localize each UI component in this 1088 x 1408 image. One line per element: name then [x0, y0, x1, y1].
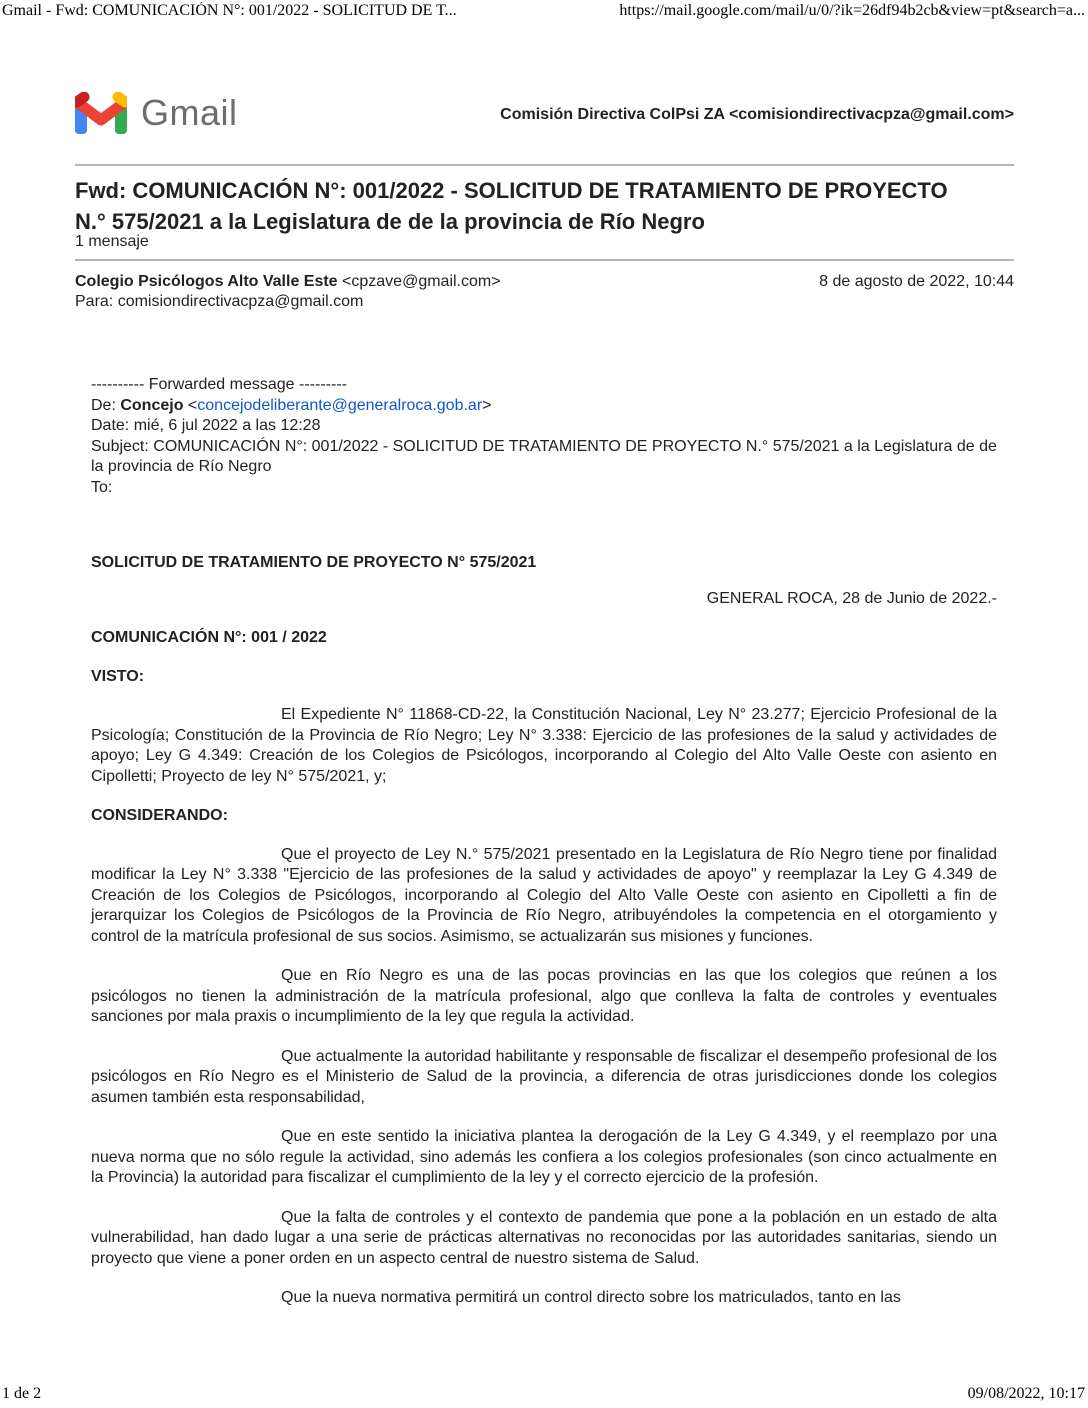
print-header-url: https://mail.google.com/mail/u/0/?ik=26df94b2cb&view=pt&search=a... [619, 2, 1085, 19]
print-timestamp: 09/08/2022, 10:17 [967, 1385, 1085, 1402]
sender-name: Colegio Psicólogos Alto Valle Este [75, 273, 338, 290]
forward-separator: ---------- Forwarded message --------- [91, 376, 347, 393]
page-number: 1 de 2 [2, 1385, 42, 1402]
message-count: 1 mensaje [75, 233, 149, 250]
forward-from-email-link[interactable]: concejodeliberante@generalroca.gob.ar [197, 396, 483, 414]
message-body [91, 375, 997, 1328]
paragraph-text: Que en este sentido la iniciativa plantea la derogación de la Ley G 4.349, y el reemplazo por una nueva norma que no sólo regule la actividad, sino además les confiera a los colegios profesionales (son cinco actualmente en la Provincia) la autoridad para fiscalizar el cumplimiento de la ley y el correcto ejercicio de la profesión. [91, 1128, 997, 1186]
divider [75, 164, 1014, 166]
paragraph-text: Que el proyecto de Ley N.° 575/2021 presentado en la Legislatura de Río Negro tiene por finalidad modificar la Ley N° 3.338 "Ejercicio de las profesiones de la salud y actividades de apoyo" y reemplazar la Ley G 4.349 de Creación de los Colegios de Psicólogos, incorporando al Colegio del Alto Valle Oeste con asiento en Cipolletti a fin de jerarquizar los Colegios de Psicólogos de la Provincia de Río Negro, atribuyéndoles la competencia en el otorgamiento y control de la matrícula profesional de sus socios. Asimismo, se actualizarán sus misiones y funciones. [91, 845, 997, 945]
forward-to: To: [91, 478, 113, 496]
forward-from-name: Concejo [120, 396, 184, 414]
visto-heading: VISTO: [91, 667, 145, 685]
message-header [75, 272, 1014, 312]
forward-from-gt: > [482, 396, 492, 414]
print-footer [0, 1385, 1088, 1403]
gmail-wordmark: Gmail [141, 92, 238, 133]
considerando-heading: CONSIDERANDO: [91, 807, 228, 824]
document-title: SOLICITUD DE TRATAMIENTO DE PROYECTO N° 575/2021 [91, 554, 537, 571]
paragraph-text: Que actualmente la autoridad habilitante y responsable de fiscalizar el desempeño profesional de los psicólogos en Río Negro es el Ministerio de Salud de la provincia, a diferencia de otras jurisdicciones donde los colegios asumen también esta responsabilidad, [91, 1047, 997, 1106]
considerando-paragraph [91, 1208, 997, 1270]
account-label: Comisión Directiva ColPsi ZA <comisiondirectivacpza@gmail.com> [500, 106, 1014, 123]
sender-email: <cpzave@gmail.com> [342, 273, 501, 290]
forward-from-label: De: [91, 396, 121, 414]
gmail-logo-icon [75, 92, 127, 134]
considerando-paragraph [91, 1288, 997, 1309]
communication-number: COMUNICACIÓN N°: 001 / 2022 [91, 629, 327, 646]
considerando-paragraph [91, 845, 997, 948]
thread-subject: Fwd: COMUNICACIÓN N°: 001/2022 - SOLICITUD DE TRATAMIENTO DE PROYECTO N.° 575/2021 a la Legislatura de de la provincia de Río Negro [75, 178, 948, 234]
paragraph-text: Que en Río Negro es una de las pocas provincias en las que los colegios que reúnen a los psicólogos no tienen la administración de la matrícula profesional, algo que conlleva la falta de controles y eventuales sanciones por mala praxis o incumplimiento de la ley que regula la actividad. [91, 967, 997, 1025]
print-header-title: Gmail - Fwd: COMUNICACIÓN N°: 001/2022 - SOLICITUD DE T... [2, 2, 457, 19]
message-date: 8 de agosto de 2022, 10:44 [819, 273, 1014, 290]
considerando-paragraph [91, 966, 997, 1028]
visto-paragraph [91, 705, 997, 787]
considerando-paragraph [91, 1047, 997, 1109]
message-recipient: Para: comisiondirectivacpza@gmail.com [75, 293, 364, 310]
divider [75, 259, 1014, 261]
forward-from-lt: < [183, 396, 198, 414]
document-place-date: GENERAL ROCA, 28 de Junio de 2022.- [706, 589, 997, 607]
forward-from [91, 396, 997, 417]
email-topbar [75, 92, 1014, 140]
forward-subject: Subject: COMUNICACIÓN N°: 001/2022 - SOLICITUD DE TRATAMIENTO DE PROYECTO N.° 575/2021 a la Legislatura de de la provincia de Río Negro [91, 437, 997, 475]
visto-text: El Expediente N° 11868-CD-22, la Constitución Nacional, Ley N° 23.277; Ejercicio Profesional de la Psicología; Constitución de la Provincia de Río Negro; Ley N° 3.338: Ejercicio de las profesiones de la salud y actividades de apoyo; Ley G 4.349: Creación de los Colegios de Psicólogos, incorporando al Colegio del Alto Valle Oeste con asiento en Cipolletti; Proyecto de ley N° 575/2021, y; [91, 706, 997, 785]
paragraph-text: Que la nueva normativa permitirá un control directo sobre los matriculados, tanto en las [281, 1289, 901, 1306]
forwarded-header [91, 375, 997, 498]
print-header [0, 2, 1088, 20]
forward-date: Date: mié, 6 jul 2022 a las 12:28 [91, 417, 321, 434]
gmail-logo[interactable] [75, 92, 238, 134]
considerando-paragraph [91, 1127, 997, 1189]
paragraph-text: Que la falta de controles y el contexto de pandemia que pone a la población en un estado de alta vulnerabilidad, han dado lugar a una serie de prácticas alternativas no reconocidas por las autoridades sanitarias, siendo un proyecto que viene a poner orden en un aspecto central de nuestro sistema de Salud. [91, 1208, 997, 1267]
